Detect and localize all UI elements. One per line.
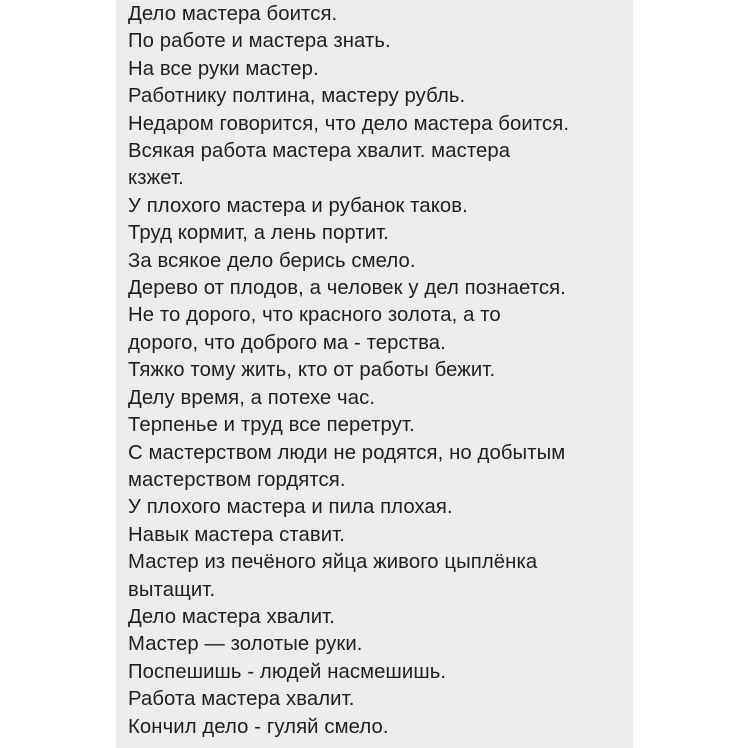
proverb-line: За всякое дело берись смело. (128, 249, 416, 272)
proverb-line: Не то дорого, что красного золота, а то (128, 304, 501, 327)
proverb-line: У плохого мастера и пила плохая. (128, 496, 453, 519)
proverb-line: Терпенье и труд все перетрут. (128, 414, 415, 437)
proverb-line: Делу время, а потехе час. (128, 386, 376, 409)
proverb-line: На все руки мастер. (128, 57, 319, 80)
proverb-line: По работе и мастера знать. (128, 30, 391, 53)
text-panel (116, 0, 633, 748)
proverb-line: Мастер — золотые руки. (128, 633, 363, 656)
proverb-line: Дело мастера хвалит. (128, 605, 336, 628)
proverb-line: Труд кормит, а лень портит. (128, 222, 389, 245)
proverb-line: Мастер из печёного яйца живого цыплёнка (128, 551, 538, 574)
proverb-line: Всякая работа мастера хвалит. мастера (128, 140, 511, 163)
proverb-line: Работнику полтина, мастеру рубль. (128, 85, 466, 108)
proverb-line: Работа мастера хвалит. (128, 688, 355, 711)
proverb-line: мастерством гордятся. (128, 468, 346, 491)
proverb-line: У плохого мастера и рубанок таков. (128, 194, 468, 217)
proverb-line: Дело мастера боится. (128, 3, 338, 25)
proverb-line: Кончил дело - гуляй смело. (128, 715, 389, 738)
proverb-line: Поспешишь - людей насмешишь. (128, 660, 447, 683)
proverb-line: Навык мастера ставит. (128, 523, 346, 546)
proverb-line: Недаром говорится, что дело мастера боится. (128, 112, 570, 135)
proverb-list (128, 1, 631, 741)
proverb-line: вытащит. (128, 578, 216, 601)
proverb-line: Дерево от плодов, а человек у дел познается. (128, 277, 566, 300)
proverb-line: кзжет. (128, 167, 184, 190)
proverb-line: С мастерством люди не родятся, но добытым (128, 441, 566, 464)
proverb-line: дорого, что доброго ма - терства. (128, 331, 446, 354)
proverb-line: Тяжко тому жить, кто от работы бежит. (128, 359, 496, 382)
